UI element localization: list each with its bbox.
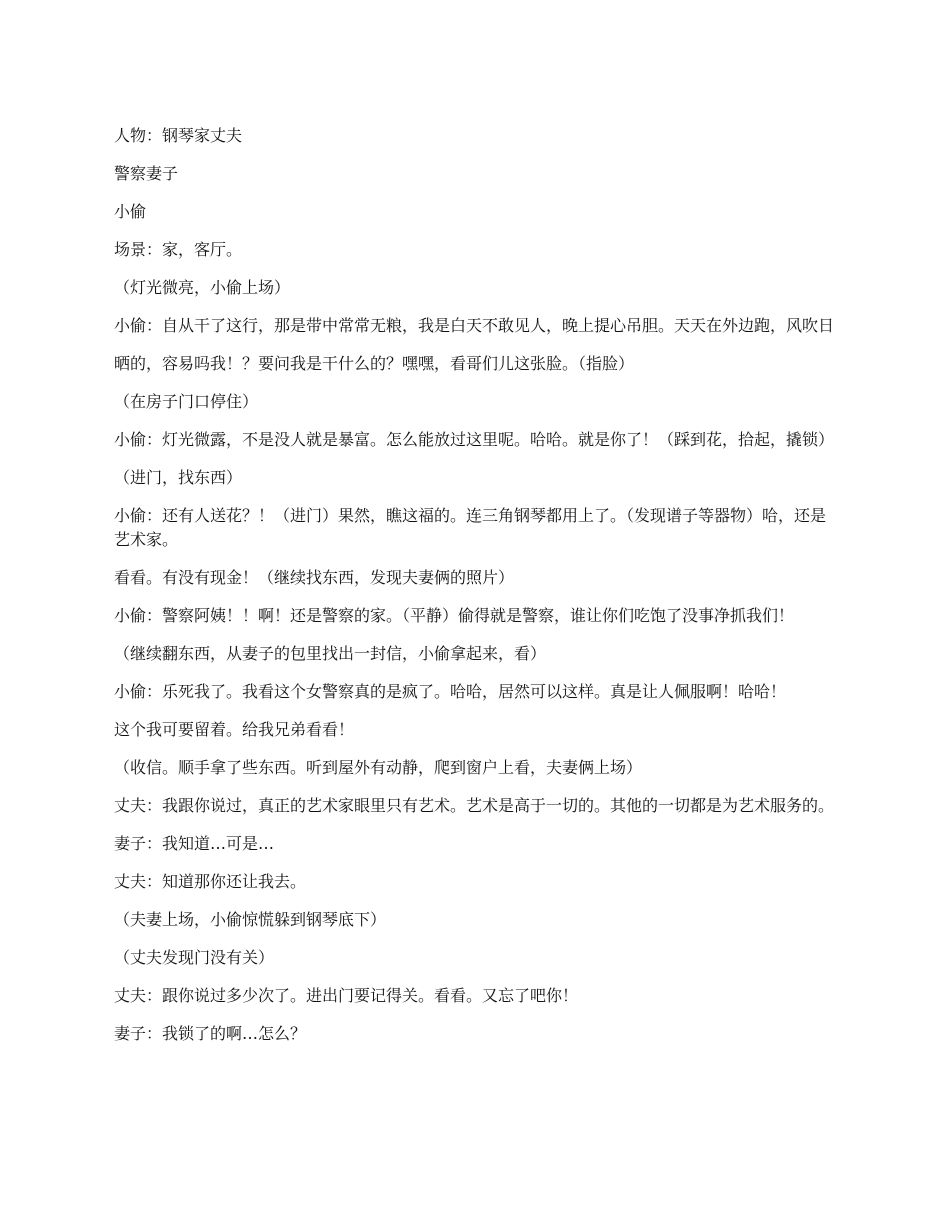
dialogue-line: 看看。有没有现金！（继续找东西，发现夫妻俩的照片）	[114, 568, 515, 587]
dialogue-line: 小偷：乐死我了。我看这个女警察真的是疯了。哈哈，居然可以这样。真是让人佩服啊！哈哈！	[114, 682, 787, 701]
stage-direction: （夫妻上场，小偷惊慌躲到钢琴底下）	[114, 910, 387, 929]
stage-direction: （灯光微亮，小偷上场）	[114, 278, 291, 297]
paragraph-scene: 场景：家，客厅。	[114, 240, 243, 259]
stage-direction: （进门，找东西）	[114, 468, 243, 487]
script-body	[114, 124, 840, 1060]
dialogue-line: 小偷：灯光微露，不是没人就是暴富。怎么能放过这里呢。哈哈。就是你了！（踩到花，拾起，撬锁）	[114, 430, 835, 449]
stage-direction: （继续翻东西，从妻子的包里找出一封信，小偷拿起来，看）	[114, 644, 547, 663]
dialogue-line: 晒的，容易吗我！？要问我是干什么的？嘿嘿，看哥们儿这张脸。（指脸）	[114, 354, 635, 373]
paragraph-cast-1: 人物：钢琴家丈夫	[114, 126, 243, 145]
stage-direction: （收信。顺手拿了些东西。听到屋外有动静，爬到窗户上看，夫妻俩上场）	[114, 758, 643, 777]
dialogue-line: 丈夫：跟你说过多少次了。进出门要记得关。看看。又忘了吧你！	[114, 986, 579, 1005]
dialogue-line: 妻子：我知道…可是…	[114, 834, 275, 853]
dialogue-line: 小偷：自从干了这行，那是带中常常无粮，我是白天不敢见人，晚上提心吊胆。天天在外边跑，风吹日	[114, 316, 835, 335]
dialogue-line: 小偷：警察阿姨！！啊！还是警察的家。（平静）偷得就是警察，谁让你们吃饱了没事净抓我们！	[114, 606, 795, 625]
dialogue-line: 这个我可要留着。给我兄弟看看！	[114, 720, 355, 739]
dialogue-line: 丈夫：我跟你说过，真正的艺术家眼里只有艺术。艺术是高于一切的。其他的一切都是为艺术服务的。	[114, 796, 835, 815]
stage-direction: （在房子门口停住）	[114, 392, 259, 411]
dialogue-line: 妻子：我锁了的啊…怎么？	[114, 1024, 307, 1043]
paragraph-cast-2: 警察妻子	[114, 164, 179, 183]
dialogue-line: 丈夫：知道那你还让我去。	[114, 872, 307, 891]
stage-direction: （丈夫发现门没有关）	[114, 948, 275, 967]
paragraph-cast-3: 小偷	[114, 202, 147, 221]
dialogue-line: 小偷：还有人送花？！（进门）果然，瞧这福的。连三角钢琴都用上了。（发现谱子等器物）哈，还是艺术家。	[114, 506, 827, 549]
